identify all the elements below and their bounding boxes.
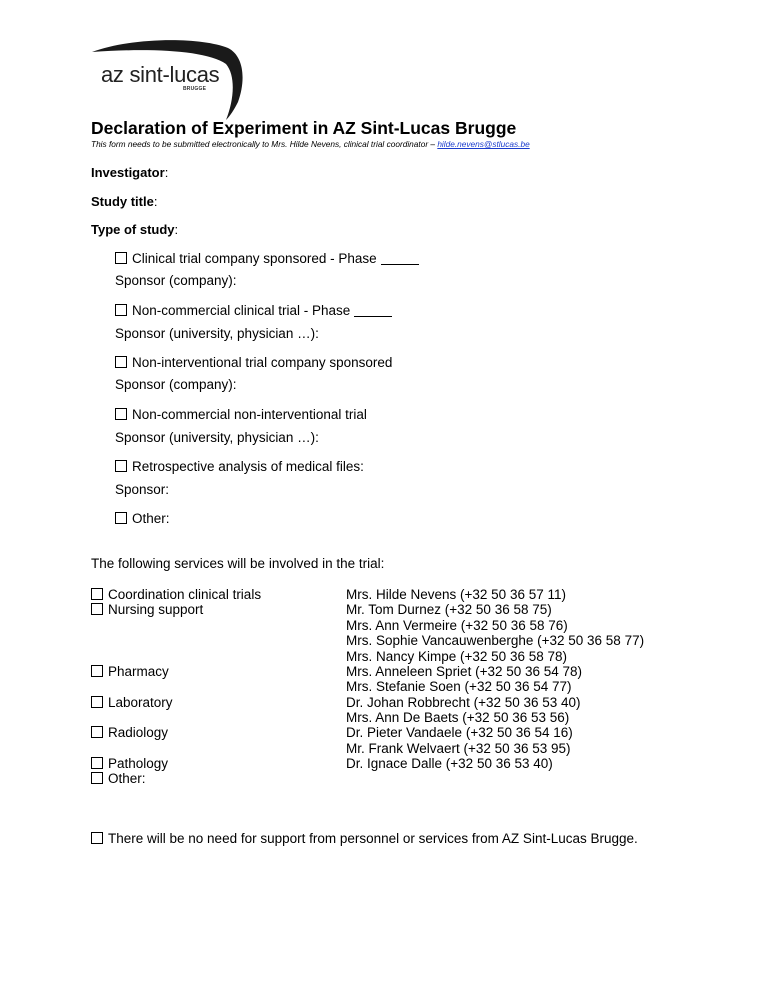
checkbox[interactable] bbox=[91, 757, 103, 769]
study-type-label: Retrospective analysis of medical files: bbox=[132, 459, 364, 474]
service-option bbox=[91, 771, 146, 786]
checkbox[interactable] bbox=[91, 832, 103, 844]
study-type-option bbox=[115, 407, 367, 422]
study-type-label: Other: bbox=[132, 511, 170, 526]
service-option bbox=[91, 695, 173, 710]
notice-text: This form needs to be submitted electronically to Mrs. Hilde Nevens, clinical trial coordinator – bbox=[91, 139, 438, 149]
service-label: Coordination clinical trials bbox=[108, 587, 262, 602]
checkbox[interactable] bbox=[91, 726, 103, 738]
study-type-label: Non-commercial non-interventional trial bbox=[132, 407, 367, 422]
service-option bbox=[91, 664, 169, 679]
study-type-option bbox=[115, 251, 419, 266]
sponsor-label: Sponsor: bbox=[115, 482, 170, 497]
study-type-label: Non-commercial clinical trial - Phase bbox=[132, 303, 351, 318]
checkbox[interactable] bbox=[115, 408, 127, 420]
contact-entry: Dr. Johan Robbrecht (+32 50 36 53 40) bbox=[346, 695, 581, 710]
checkbox[interactable] bbox=[115, 356, 127, 368]
study-title-label: Study title bbox=[91, 194, 154, 209]
logo-wordmark: az sint-lucas bbox=[101, 62, 220, 87]
sponsor-label: Sponsor (company): bbox=[115, 273, 237, 288]
checkbox[interactable] bbox=[115, 252, 127, 264]
contact-entry: Mr. Tom Durnez (+32 50 36 58 75) bbox=[346, 602, 552, 617]
hospital-logo bbox=[88, 40, 248, 120]
no-support-label: There will be no need for support from personnel or services from AZ Sint-Lucas Brugge. bbox=[108, 831, 638, 846]
investigator-field: Investigator: bbox=[91, 165, 169, 180]
checkbox[interactable] bbox=[91, 665, 103, 677]
investigator-label: Investigator bbox=[91, 165, 165, 180]
logo-subtext: BRUGGE bbox=[183, 86, 207, 92]
checkbox[interactable] bbox=[115, 460, 127, 472]
service-option bbox=[91, 602, 203, 617]
contact-entry: Mr. Frank Welvaert (+32 50 36 53 95) bbox=[346, 741, 571, 756]
contact-entry: Mrs. Nancy Kimpe (+32 50 36 58 78) bbox=[346, 649, 567, 664]
service-label: Radiology bbox=[108, 725, 169, 740]
checkbox[interactable] bbox=[115, 304, 127, 316]
sponsor-label: Sponsor (university, physician …): bbox=[115, 326, 319, 341]
service-label: Other: bbox=[108, 771, 146, 786]
type-of-study-label: Type of study bbox=[91, 222, 175, 237]
contact-entry: Mrs. Hilde Nevens (+32 50 36 57 11) bbox=[346, 587, 566, 602]
checkbox[interactable] bbox=[91, 588, 103, 600]
contact-entry: Mrs. Ann Vermeire (+32 50 36 58 76) bbox=[346, 618, 568, 633]
service-option bbox=[91, 587, 261, 602]
service-option bbox=[91, 756, 168, 771]
checkbox[interactable] bbox=[91, 603, 103, 615]
study-type-option bbox=[115, 511, 170, 526]
contact-entry: Mrs. Ann De Baets (+32 50 36 53 56) bbox=[346, 710, 570, 725]
page-title: Declaration of Experiment in AZ Sint-Lucas Brugge bbox=[91, 118, 517, 138]
sponsor-label: Sponsor (company): bbox=[115, 377, 237, 392]
contact-entry: Mrs. Anneleen Spriet (+32 50 36 54 78) bbox=[346, 664, 583, 679]
type-of-study-field: Type of study: bbox=[91, 222, 179, 237]
services-intro: The following services will be involved in the trial: bbox=[91, 556, 385, 571]
no-support-option bbox=[91, 831, 638, 846]
service-label: Pharmacy bbox=[108, 664, 169, 679]
coordinator-email-link[interactable]: hilde.nevens@stlucas.be bbox=[437, 139, 530, 149]
phase-blank[interactable] bbox=[381, 252, 419, 265]
checkbox[interactable] bbox=[91, 772, 103, 784]
service-label: Nursing support bbox=[108, 602, 204, 617]
submission-notice bbox=[91, 139, 530, 149]
service-label: Pathology bbox=[108, 756, 169, 771]
phase-blank[interactable] bbox=[354, 304, 392, 317]
contact-entry: Mrs. Sophie Vancauwenberghe (+32 50 36 58 77) bbox=[346, 633, 645, 648]
checkbox[interactable] bbox=[115, 512, 127, 524]
study-type-option bbox=[115, 303, 392, 318]
study-type-option bbox=[115, 355, 392, 370]
study-type-option bbox=[115, 459, 364, 474]
contact-entry: Dr. Ignace Dalle (+32 50 36 53 40) bbox=[346, 756, 553, 771]
study-type-label: Clinical trial company sponsored - Phase bbox=[132, 251, 377, 266]
service-option bbox=[91, 725, 168, 740]
study-type-label: Non-interventional trial company sponsored bbox=[132, 355, 393, 370]
study-title-field: Study title: bbox=[91, 194, 158, 209]
contact-entry: Mrs. Stefanie Soen (+32 50 36 54 77) bbox=[346, 679, 572, 694]
contact-entry: Dr. Pieter Vandaele (+32 50 36 54 16) bbox=[346, 725, 573, 740]
service-label: Laboratory bbox=[108, 695, 173, 710]
sponsor-label: Sponsor (university, physician …): bbox=[115, 430, 319, 445]
checkbox[interactable] bbox=[91, 696, 103, 708]
